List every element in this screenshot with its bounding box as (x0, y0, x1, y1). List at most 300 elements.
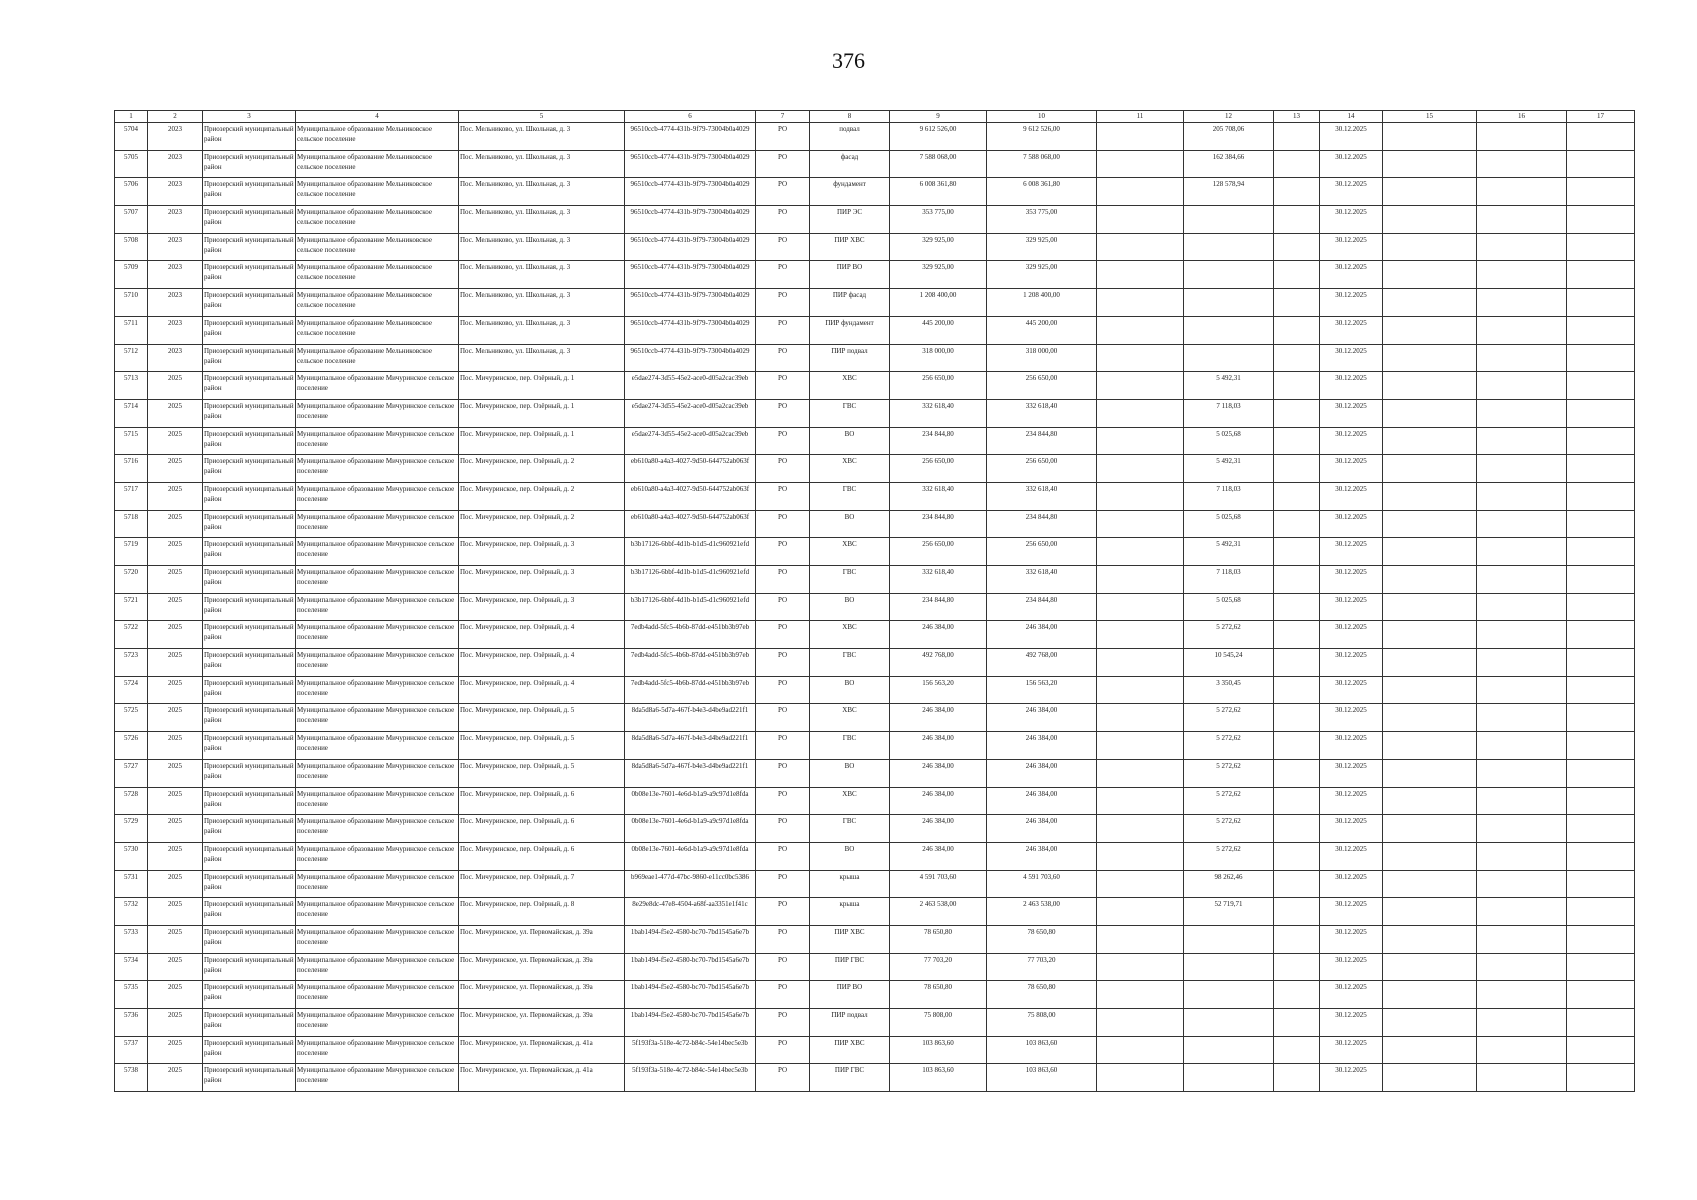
cell-year: 2023 (148, 178, 203, 206)
cell-col-15 (1383, 759, 1477, 787)
cell-address: Пос. Мельниково, ул. Школьная, д. 3 (459, 150, 625, 178)
cell-cost-fund: 246 384,00 (987, 842, 1097, 870)
cell-col-12: 52 719,71 (1184, 898, 1274, 926)
cell-program-code: РО (756, 510, 810, 538)
column-header-13: 13 (1274, 111, 1320, 123)
cell-year: 2023 (148, 233, 203, 261)
cell-house-guid: e5dae274-3d55-45e2-ace0-d05a2cac39eb (625, 399, 756, 427)
cell-col-15 (1383, 593, 1477, 621)
cell-cost-total: 156 563,20 (890, 676, 987, 704)
table-row (115, 870, 1635, 898)
cell-year: 2025 (148, 676, 203, 704)
cell-work-type: ПИР фундамент (810, 316, 890, 344)
cell-district: Приозерский муниципальный район (203, 925, 296, 953)
cell-col-12: 5 272,62 (1184, 815, 1274, 843)
cell-col-11 (1097, 870, 1184, 898)
cell-col-16 (1477, 732, 1567, 760)
cell-district: Приозерский муниципальный район (203, 676, 296, 704)
cell-cost-fund: 332 618,40 (987, 566, 1097, 594)
cell-row-number: 5709 (115, 261, 148, 289)
cell-col-11 (1097, 759, 1184, 787)
cell-col-15 (1383, 732, 1477, 760)
cell-col-16 (1477, 566, 1567, 594)
cell-deadline: 30.12.2025 (1320, 898, 1383, 926)
cell-municipality: Муниципальное образование Мельниковское сельское поселение (296, 150, 459, 178)
cell-row-number: 5736 (115, 1009, 148, 1037)
cell-col-11 (1097, 316, 1184, 344)
cell-house-guid: 1bab1494-f5e2-4580-bc70-7bd1545a6e7b (625, 925, 756, 953)
cell-col-11 (1097, 566, 1184, 594)
cell-col-13 (1274, 649, 1320, 677)
cell-municipality: Муниципальное образование Мичуринское сельское поселение (296, 981, 459, 1009)
cell-col-13 (1274, 870, 1320, 898)
cell-cost-total: 1 208 400,00 (890, 289, 987, 317)
cell-deadline: 30.12.2025 (1320, 676, 1383, 704)
cell-row-number: 5712 (115, 344, 148, 372)
cell-col-11 (1097, 178, 1184, 206)
cell-col-15 (1383, 621, 1477, 649)
cell-row-number: 5737 (115, 1036, 148, 1064)
cell-deadline: 30.12.2025 (1320, 399, 1383, 427)
cell-municipality: Муниципальное образование Мельниковское сельское поселение (296, 261, 459, 289)
cell-row-number: 5714 (115, 399, 148, 427)
cell-row-number: 5735 (115, 981, 148, 1009)
cell-col-17 (1567, 759, 1635, 787)
cell-col-15 (1383, 427, 1477, 455)
cell-cost-fund: 78 650,80 (987, 981, 1097, 1009)
cell-house-guid: 96510ccb-4774-431b-9f79-73004b0a4029 (625, 233, 756, 261)
cell-program-code: РО (756, 981, 810, 1009)
cell-col-13 (1274, 178, 1320, 206)
cell-work-type: ГВС (810, 815, 890, 843)
cell-cost-total: 246 384,00 (890, 759, 987, 787)
cell-program-code: РО (756, 593, 810, 621)
cell-col-13 (1274, 150, 1320, 178)
cell-col-11 (1097, 123, 1184, 151)
table-row (115, 538, 1635, 566)
cell-col-12: 5 492,31 (1184, 372, 1274, 400)
cell-cost-fund: 156 563,20 (987, 676, 1097, 704)
cell-program-code: РО (756, 704, 810, 732)
cell-row-number: 5706 (115, 178, 148, 206)
cell-program-code: РО (756, 1064, 810, 1092)
cell-col-16 (1477, 621, 1567, 649)
cell-col-12: 5 492,31 (1184, 455, 1274, 483)
cell-col-15 (1383, 953, 1477, 981)
cell-district: Приозерский муниципальный район (203, 455, 296, 483)
cell-col-13 (1274, 482, 1320, 510)
cell-house-guid: 96510ccb-4774-431b-9f79-73004b0a4029 (625, 261, 756, 289)
table-row (115, 787, 1635, 815)
cell-program-code: РО (756, 1009, 810, 1037)
cell-program-code: РО (756, 732, 810, 760)
cell-year: 2023 (148, 289, 203, 317)
cell-col-11 (1097, 289, 1184, 317)
cell-house-guid: 96510ccb-4774-431b-9f79-73004b0a4029 (625, 316, 756, 344)
cell-col-17 (1567, 1009, 1635, 1037)
cell-year: 2025 (148, 1009, 203, 1037)
cell-cost-fund: 246 384,00 (987, 621, 1097, 649)
cell-col-15 (1383, 566, 1477, 594)
cell-district: Приозерский муниципальный район (203, 732, 296, 760)
cell-col-15 (1383, 1009, 1477, 1037)
cell-district: Приозерский муниципальный район (203, 787, 296, 815)
cell-work-type: ВО (810, 842, 890, 870)
cell-district: Приозерский муниципальный район (203, 759, 296, 787)
cell-program-code: РО (756, 178, 810, 206)
cell-cost-fund: 332 618,40 (987, 399, 1097, 427)
cell-col-13 (1274, 123, 1320, 151)
cell-cost-fund: 246 384,00 (987, 704, 1097, 732)
cell-col-15 (1383, 815, 1477, 843)
cell-cost-total: 103 863,60 (890, 1036, 987, 1064)
cell-house-guid: eb610a80-a4a3-4027-9d50-644752ab063f (625, 482, 756, 510)
cell-cost-fund: 246 384,00 (987, 759, 1097, 787)
cell-col-13 (1274, 953, 1320, 981)
cell-address: Пос. Мичуринское, пер. Озёрный, д. 3 (459, 566, 625, 594)
cell-municipality: Муниципальное образование Мельниковское сельское поселение (296, 344, 459, 372)
cell-col-15 (1383, 787, 1477, 815)
cell-work-type: ПИР ВО (810, 261, 890, 289)
cell-work-type: фундамент (810, 178, 890, 206)
table-row (115, 289, 1635, 317)
cell-cost-fund: 78 650,80 (987, 925, 1097, 953)
cell-house-guid: e5dae274-3d55-45e2-ace0-d05a2cac39eb (625, 372, 756, 400)
cell-col-17 (1567, 150, 1635, 178)
table-row (115, 621, 1635, 649)
cell-deadline: 30.12.2025 (1320, 759, 1383, 787)
cell-house-guid: eb610a80-a4a3-4027-9d50-644752ab063f (625, 455, 756, 483)
cell-work-type: ГВС (810, 566, 890, 594)
cell-work-type: ВО (810, 510, 890, 538)
cell-house-guid: 0b08e13e-7601-4e6d-b1a9-a9c97d1e8fda (625, 815, 756, 843)
cell-col-13 (1274, 538, 1320, 566)
cell-year: 2025 (148, 981, 203, 1009)
cell-address: Пос. Мичуринское, ул. Первомайская, д. 41а (459, 1064, 625, 1092)
cell-row-number: 5711 (115, 316, 148, 344)
cell-col-13 (1274, 399, 1320, 427)
cell-work-type: ВО (810, 427, 890, 455)
cell-col-15 (1383, 233, 1477, 261)
table-row (115, 510, 1635, 538)
cell-col-16 (1477, 815, 1567, 843)
cell-municipality: Муниципальное образование Мичуринское сельское поселение (296, 815, 459, 843)
cell-col-12: 5 272,62 (1184, 621, 1274, 649)
cell-row-number: 5729 (115, 815, 148, 843)
cell-program-code: РО (756, 815, 810, 843)
cell-col-17 (1567, 842, 1635, 870)
table-row (115, 178, 1635, 206)
cell-program-code: РО (756, 649, 810, 677)
cell-program-code: РО (756, 621, 810, 649)
cell-work-type: ПИР ГВС (810, 1064, 890, 1092)
cell-year: 2025 (148, 1036, 203, 1064)
cell-program-code: РО (756, 925, 810, 953)
cell-work-type: ГВС (810, 399, 890, 427)
cell-program-code: РО (756, 206, 810, 234)
cell-cost-fund: 329 925,00 (987, 261, 1097, 289)
cell-col-15 (1383, 870, 1477, 898)
cell-col-13 (1274, 787, 1320, 815)
cell-col-15 (1383, 316, 1477, 344)
cell-work-type: ПИР ХВС (810, 233, 890, 261)
cell-year: 2023 (148, 123, 203, 151)
cell-col-16 (1477, 676, 1567, 704)
cell-col-17 (1567, 621, 1635, 649)
cell-municipality: Муниципальное образование Мельниковское сельское поселение (296, 316, 459, 344)
cell-work-type: ВО (810, 759, 890, 787)
cell-col-16 (1477, 1036, 1567, 1064)
cell-program-code: РО (756, 953, 810, 981)
cell-house-guid: 1bab1494-f5e2-4580-bc70-7bd1545a6e7b (625, 1009, 756, 1037)
column-header-11: 11 (1097, 111, 1184, 123)
cell-program-code: РО (756, 455, 810, 483)
cell-deadline: 30.12.2025 (1320, 1036, 1383, 1064)
cell-district: Приозерский муниципальный район (203, 316, 296, 344)
cell-col-12: 7 118,03 (1184, 566, 1274, 594)
cell-deadline: 30.12.2025 (1320, 455, 1383, 483)
cell-col-11 (1097, 1009, 1184, 1037)
cell-row-number: 5716 (115, 455, 148, 483)
cell-year: 2025 (148, 898, 203, 926)
cell-cost-fund: 1 208 400,00 (987, 289, 1097, 317)
cell-district: Приозерский муниципальный район (203, 206, 296, 234)
cell-address: Пос. Мельниково, ул. Школьная, д. 3 (459, 261, 625, 289)
cell-deadline: 30.12.2025 (1320, 732, 1383, 760)
cell-municipality: Муниципальное образование Мичуринское сельское поселение (296, 1009, 459, 1037)
cell-col-16 (1477, 925, 1567, 953)
cell-district: Приозерский муниципальный район (203, 981, 296, 1009)
cell-address: Пос. Мельниково, ул. Школьная, д. 3 (459, 316, 625, 344)
cell-house-guid: b3b17126-6bbf-4d1b-b1d5-d1c960921efd (625, 538, 756, 566)
cell-row-number: 5726 (115, 732, 148, 760)
cell-col-13 (1274, 759, 1320, 787)
cell-address: Пос. Мичуринское, пер. Озёрный, д. 1 (459, 372, 625, 400)
cell-program-code: РО (756, 759, 810, 787)
cell-house-guid: 8da5d8a6-5d7a-467f-b4e3-d4be9ad221f1 (625, 759, 756, 787)
cell-col-16 (1477, 372, 1567, 400)
cell-district: Приозерский муниципальный район (203, 621, 296, 649)
cell-cost-total: 2 463 538,00 (890, 898, 987, 926)
cell-col-15 (1383, 676, 1477, 704)
cell-cost-total: 246 384,00 (890, 732, 987, 760)
cell-program-code: РО (756, 898, 810, 926)
cell-deadline: 30.12.2025 (1320, 233, 1383, 261)
cell-municipality: Муниципальное образование Мичуринское сельское поселение (296, 953, 459, 981)
cell-house-guid: b3b17126-6bbf-4d1b-b1d5-d1c960921efd (625, 593, 756, 621)
cell-work-type: ХВС (810, 621, 890, 649)
cell-program-code: РО (756, 233, 810, 261)
cell-col-13 (1274, 261, 1320, 289)
cell-deadline: 30.12.2025 (1320, 649, 1383, 677)
cell-col-16 (1477, 123, 1567, 151)
cell-col-15 (1383, 123, 1477, 151)
cell-row-number: 5738 (115, 1064, 148, 1092)
table-row (115, 344, 1635, 372)
cell-municipality: Муниципальное образование Мичуринское сельское поселение (296, 842, 459, 870)
cell-address: Пос. Мичуринское, ул. Первомайская, д. 39а (459, 981, 625, 1009)
cell-col-17 (1567, 732, 1635, 760)
cell-col-17 (1567, 704, 1635, 732)
cell-year: 2025 (148, 842, 203, 870)
cell-row-number: 5715 (115, 427, 148, 455)
cell-cost-total: 332 618,40 (890, 566, 987, 594)
cell-col-12: 98 262,46 (1184, 870, 1274, 898)
cell-municipality: Муниципальное образование Мичуринское сельское поселение (296, 676, 459, 704)
cell-district: Приозерский муниципальный район (203, 510, 296, 538)
cell-municipality: Муниципальное образование Мичуринское сельское поселение (296, 898, 459, 926)
cell-year: 2025 (148, 372, 203, 400)
column-header-16: 16 (1477, 111, 1567, 123)
cell-col-12 (1184, 981, 1274, 1009)
cell-cost-total: 103 863,60 (890, 1064, 987, 1092)
cell-house-guid: 5f193f3a-518e-4c72-b84c-54e14bec5e3b (625, 1036, 756, 1064)
cell-col-15 (1383, 1064, 1477, 1092)
cell-year: 2025 (148, 482, 203, 510)
cell-col-17 (1567, 870, 1635, 898)
cell-municipality: Муниципальное образование Мичуринское сельское поселение (296, 621, 459, 649)
cell-cost-fund: 77 703,20 (987, 953, 1097, 981)
cell-house-guid: 0b08e13e-7601-4e6d-b1a9-a9c97d1e8fda (625, 787, 756, 815)
cell-col-16 (1477, 898, 1567, 926)
cell-col-16 (1477, 455, 1567, 483)
cell-deadline: 30.12.2025 (1320, 316, 1383, 344)
cell-col-17 (1567, 289, 1635, 317)
cell-work-type: крыша (810, 870, 890, 898)
cell-house-guid: 1bab1494-f5e2-4580-bc70-7bd1545a6e7b (625, 953, 756, 981)
column-header-1: 1 (115, 111, 148, 123)
cell-cost-total: 246 384,00 (890, 842, 987, 870)
cell-cost-fund: 234 844,80 (987, 510, 1097, 538)
cell-col-11 (1097, 455, 1184, 483)
cell-col-12: 205 708,06 (1184, 123, 1274, 151)
cell-col-16 (1477, 538, 1567, 566)
cell-col-15 (1383, 178, 1477, 206)
cell-cost-fund: 246 384,00 (987, 815, 1097, 843)
cell-deadline: 30.12.2025 (1320, 566, 1383, 594)
cell-program-code: РО (756, 842, 810, 870)
cell-col-11 (1097, 981, 1184, 1009)
cell-deadline: 30.12.2025 (1320, 1009, 1383, 1037)
cell-col-16 (1477, 953, 1567, 981)
cell-house-guid: 96510ccb-4774-431b-9f79-73004b0a4029 (625, 344, 756, 372)
cell-deadline: 30.12.2025 (1320, 261, 1383, 289)
cell-address: Пос. Мельниково, ул. Школьная, д. 3 (459, 233, 625, 261)
cell-col-16 (1477, 842, 1567, 870)
cell-col-11 (1097, 1064, 1184, 1092)
column-header-7: 7 (756, 111, 810, 123)
cell-col-11 (1097, 399, 1184, 427)
cell-col-15 (1383, 649, 1477, 677)
cell-row-number: 5704 (115, 123, 148, 151)
cell-cost-total: 7 588 068,00 (890, 150, 987, 178)
cell-col-11 (1097, 953, 1184, 981)
table-row (115, 953, 1635, 981)
cell-address: Пос. Мичуринское, ул. Первомайская, д. 39а (459, 953, 625, 981)
cell-cost-total: 78 650,80 (890, 925, 987, 953)
cell-cost-fund: 103 863,60 (987, 1064, 1097, 1092)
cell-program-code: РО (756, 482, 810, 510)
cell-cost-fund: 492 768,00 (987, 649, 1097, 677)
cell-address: Пос. Мичуринское, пер. Озёрный, д. 4 (459, 621, 625, 649)
cell-col-11 (1097, 621, 1184, 649)
cell-col-15 (1383, 1036, 1477, 1064)
cell-col-12 (1184, 206, 1274, 234)
cell-cost-total: 246 384,00 (890, 621, 987, 649)
cell-col-11 (1097, 898, 1184, 926)
cell-col-13 (1274, 206, 1320, 234)
cell-col-12 (1184, 1064, 1274, 1092)
cell-col-15 (1383, 399, 1477, 427)
cell-address: Пос. Мельниково, ул. Школьная, д. 3 (459, 289, 625, 317)
cell-col-17 (1567, 1064, 1635, 1092)
cell-cost-fund: 6 008 361,80 (987, 178, 1097, 206)
cell-work-type: ПИР подвал (810, 1009, 890, 1037)
column-header-3: 3 (203, 111, 296, 123)
table-row (115, 1064, 1635, 1092)
cell-col-17 (1567, 787, 1635, 815)
cell-work-type: ГВС (810, 732, 890, 760)
cell-row-number: 5710 (115, 289, 148, 317)
cell-col-15 (1383, 372, 1477, 400)
cell-address: Пос. Мельниково, ул. Школьная, д. 3 (459, 123, 625, 151)
cell-col-15 (1383, 455, 1477, 483)
cell-district: Приозерский муниципальный район (203, 1036, 296, 1064)
cell-address: Пос. Мичуринское, ул. Первомайская, д. 39а (459, 925, 625, 953)
cell-house-guid: 7edb4add-5fc5-4b6b-87dd-e451bb3b97eb (625, 621, 756, 649)
cell-col-16 (1477, 482, 1567, 510)
cell-col-17 (1567, 1036, 1635, 1064)
cell-year: 2025 (148, 759, 203, 787)
cell-col-12 (1184, 316, 1274, 344)
cell-col-16 (1477, 316, 1567, 344)
cell-address: Пос. Мичуринское, пер. Озёрный, д. 3 (459, 593, 625, 621)
cell-address: Пос. Мельниково, ул. Школьная, д. 3 (459, 178, 625, 206)
column-header-17: 17 (1567, 111, 1635, 123)
cell-col-17 (1567, 566, 1635, 594)
column-header-6: 6 (625, 111, 756, 123)
cell-cost-total: 234 844,80 (890, 593, 987, 621)
cell-district: Приозерский муниципальный район (203, 704, 296, 732)
cell-year: 2023 (148, 150, 203, 178)
cell-col-16 (1477, 399, 1567, 427)
cell-house-guid: 8da5d8a6-5d7a-467f-b4e3-d4be9ad221f1 (625, 704, 756, 732)
cell-house-guid: 5f193f3a-518e-4c72-b84c-54e14bec5e3b (625, 1064, 756, 1092)
cell-deadline: 30.12.2025 (1320, 123, 1383, 151)
cell-col-11 (1097, 372, 1184, 400)
cell-col-15 (1383, 925, 1477, 953)
cell-col-13 (1274, 1009, 1320, 1037)
cell-row-number: 5713 (115, 372, 148, 400)
cell-deadline: 30.12.2025 (1320, 178, 1383, 206)
cell-cost-fund: 256 650,00 (987, 372, 1097, 400)
cell-year: 2025 (148, 1064, 203, 1092)
column-header-12: 12 (1184, 111, 1274, 123)
cell-col-15 (1383, 344, 1477, 372)
cell-col-15 (1383, 704, 1477, 732)
cell-address: Пос. Мичуринское, пер. Озёрный, д. 4 (459, 649, 625, 677)
cell-address: Пос. Мичуринское, пер. Озёрный, д. 6 (459, 787, 625, 815)
cell-cost-total: 353 775,00 (890, 206, 987, 234)
cell-col-13 (1274, 925, 1320, 953)
cell-col-16 (1477, 649, 1567, 677)
cell-row-number: 5721 (115, 593, 148, 621)
cell-address: Пос. Мельниково, ул. Школьная, д. 3 (459, 344, 625, 372)
cell-col-12 (1184, 233, 1274, 261)
cell-deadline: 30.12.2025 (1320, 870, 1383, 898)
cell-col-11 (1097, 593, 1184, 621)
cell-col-16 (1477, 1009, 1567, 1037)
